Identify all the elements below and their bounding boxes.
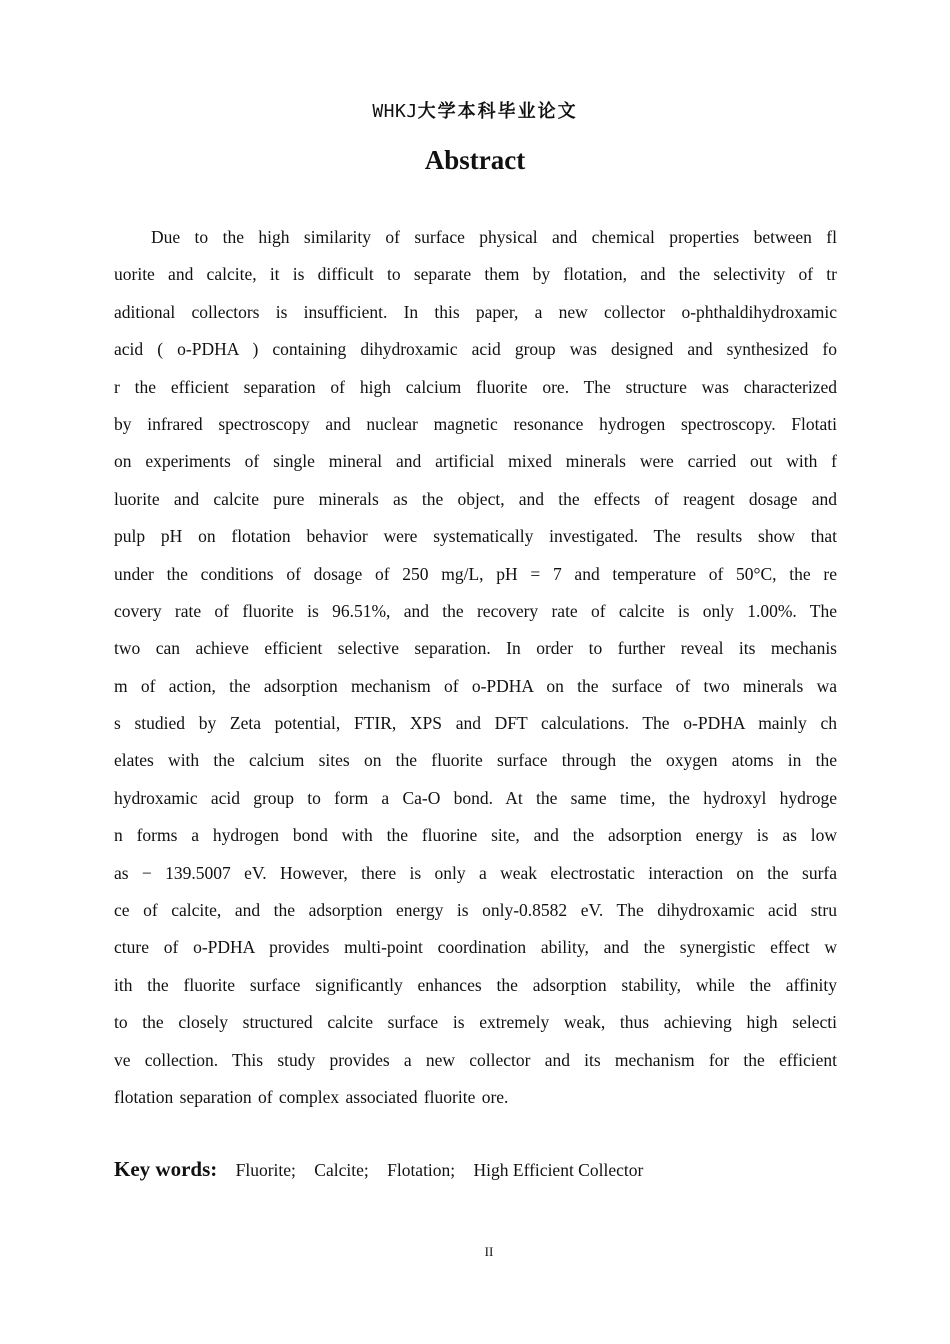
keyword-item: Calcite; [314,1160,369,1180]
abstract-line: on experiments of single mineral and artificial mixed minerals were carried out with f [114,451,837,472]
abstract-body [114,219,837,1116]
abstract-line: two can achieve efficient selective separation. In order to further reveal its mechanis [114,638,837,659]
keyword-item: Flotation; [387,1160,456,1180]
header-cjk: 大学本科毕业论文 [417,101,578,122]
keyword-item: High Efficient Collector [473,1160,644,1180]
abstract-line: ce of calcite, and the adsorption energy is only-0.8582 eV. The dihydroxamic acid stru [114,900,837,921]
abstract-line: pulp pH on flotation behavior were systematically investigated. The results show that [114,526,837,547]
abstract-line: flotation separation of complex associated fluorite ore. [114,1086,509,1107]
keywords-label: Key words: [114,1157,218,1181]
abstract-line: ve collection. This study provides a new collector and its mechanism for the efficient [114,1049,837,1070]
abstract-line: hydroxamic acid group to form a Ca-O bond. At the same time, the hydroxyl hydroge [114,787,837,808]
abstract-line: as − 139.5007 eV. However, there is only a weak electrostatic interaction on the surfa [114,862,837,883]
abstract-line: cture of o-PDHA provides multi-point coordination ability, and the synergistic effect w [114,937,837,958]
abstract-line: to the closely structured calcite surface is extremely weak, thus achieving high selecti [114,1012,837,1033]
abstract-line: r the efficient separation of high calcium fluorite ore. The structure was characterized [114,376,837,397]
abstract-line: m of action, the adsorption mechanism of o-PDHA on the surface of two minerals wa [114,675,837,696]
abstract-line: acid ( o-PDHA ) containing dihydroxamic acid group was designed and synthesized fo [114,339,837,360]
abstract-title: Abstract [424,145,526,175]
abstract-line: uorite and calcite, it is difficult to separate them by flotation, and the selectivity of tr [114,264,837,285]
abstract-line: n forms a hydrogen bond with the fluorine site, and the adsorption energy is as low [114,825,837,846]
abstract-line: under the conditions of dosage of 250 mg/L, pH = 7 and temperature of 50°C, the re [114,563,837,584]
abstract-line: elates with the calcium sites on the fluorite surface through the oxygen atoms in the [114,750,837,771]
abstract-line: by infrared spectroscopy and nuclear magnetic resonance hydrogen spectroscopy. Flotati [114,413,837,434]
running-header [0,97,950,123]
keyword-item: Fluorite; [235,1160,296,1180]
abstract-line: covery rate of fluorite is 96.51%, and the recovery rate of calcite is only 1.00%. The [114,600,837,621]
page-number: II [484,1244,494,1259]
abstract-line: ith the fluorite surface significantly enhances the adsorption stability, while the affinity [114,974,837,995]
abstract-line: aditional collectors is insufficient. In this paper, a new collector o-phthaldihydroxamic [114,301,837,322]
header-latin: WHKJ [372,101,418,122]
abstract-line: s studied by Zeta potential, FTIR, XPS and DFT calculations. The o-PDHA mainly ch [114,713,837,734]
abstract-line: Due to the high similarity of surface physical and chemical properties between fl [151,227,837,247]
keywords-line [114,1157,657,1182]
abstract-line: luorite and calcite pure minerals as the object, and the effects of reagent dosage and [114,488,837,509]
